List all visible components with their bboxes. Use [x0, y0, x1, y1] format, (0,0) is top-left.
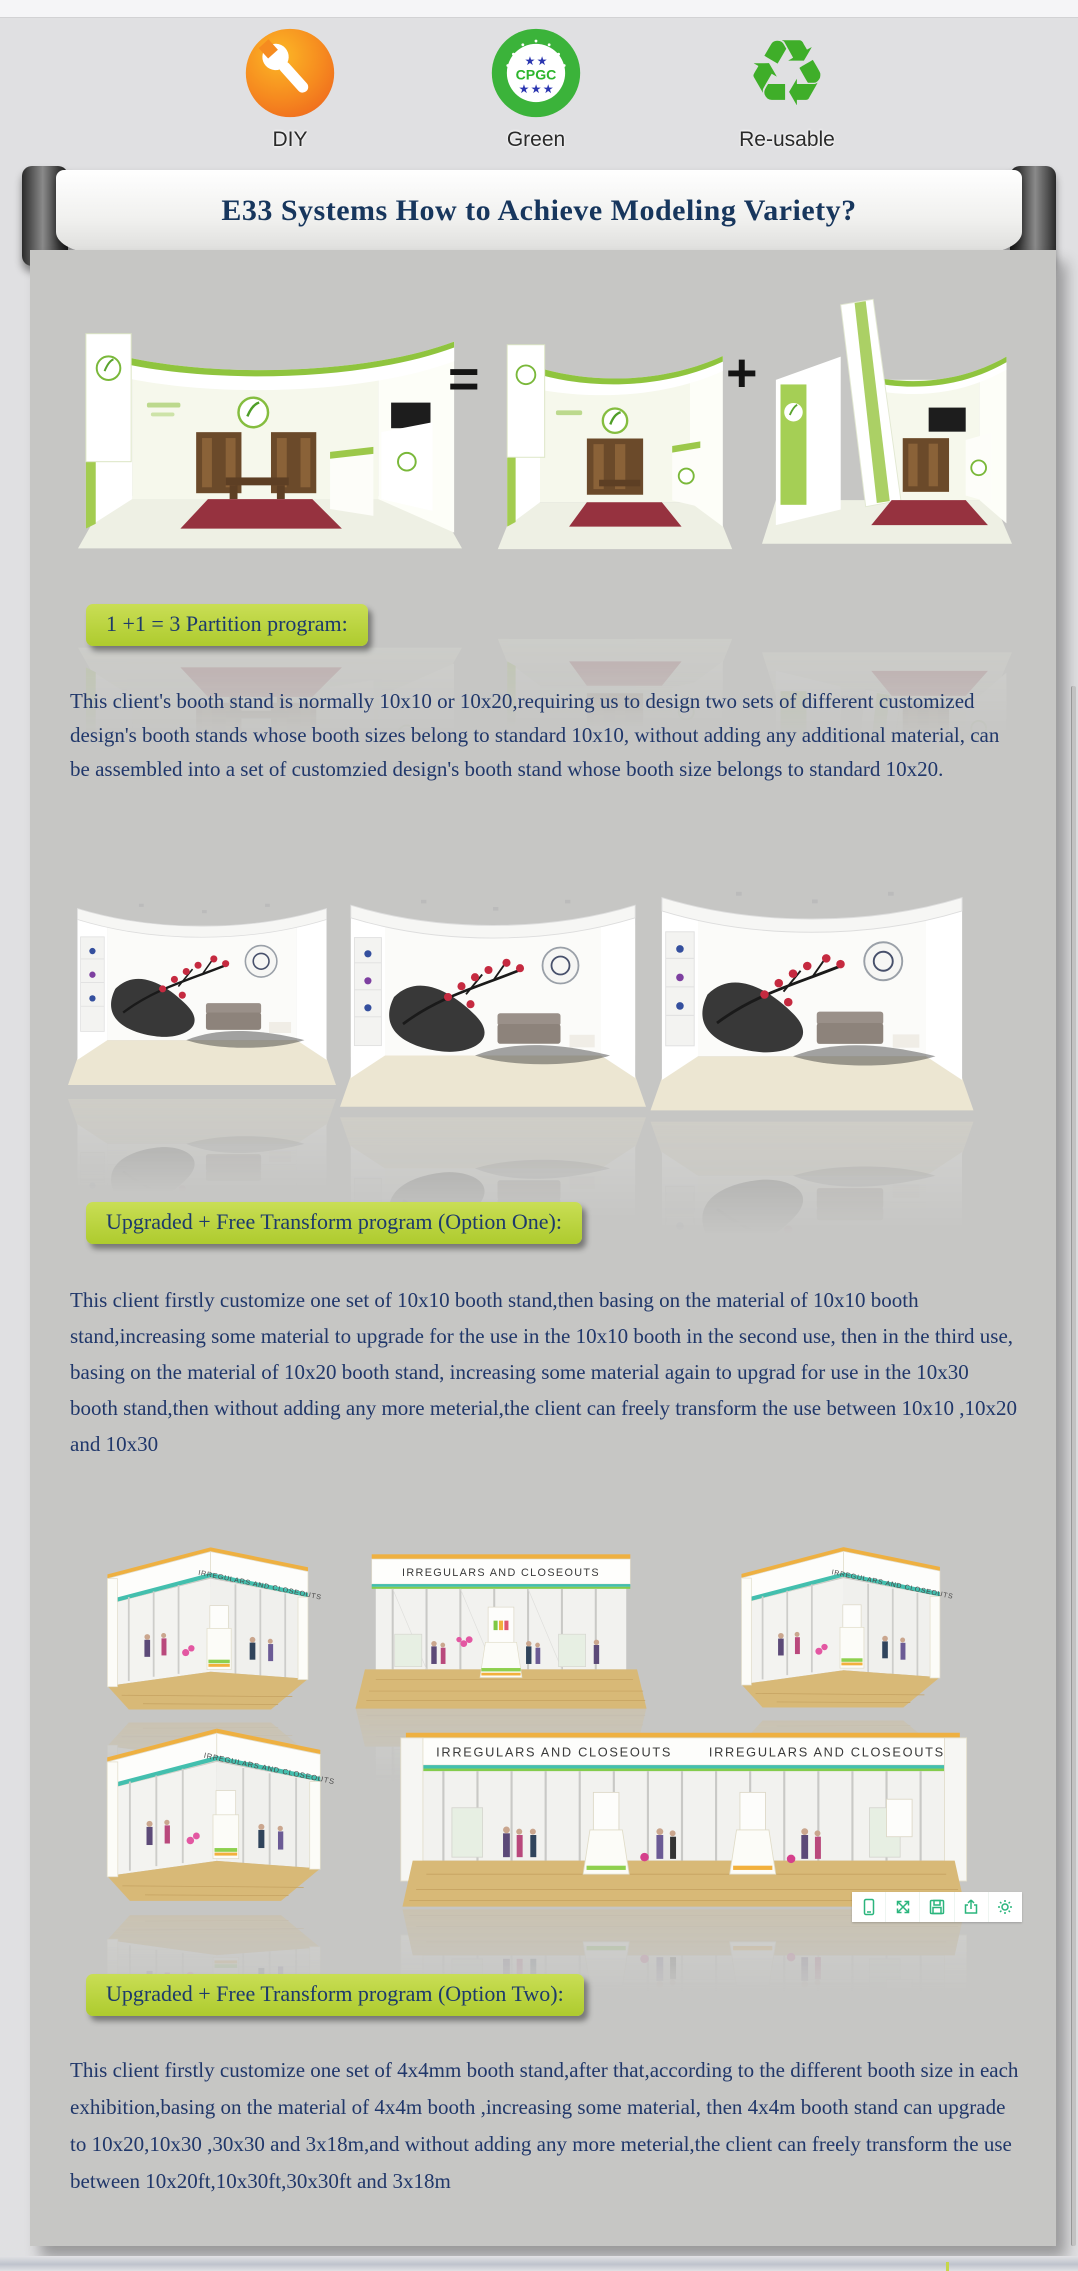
badge-reusable — [727, 20, 847, 152]
booth-image-ink-1 — [68, 868, 336, 1094]
mobile-icon[interactable] — [852, 1892, 886, 1922]
badge-green-label: Green — [506, 128, 566, 151]
badge-reusable-label: Re-usable — [739, 128, 835, 151]
page-title: E33 Systems How to Achieve Modeling Variety? — [221, 194, 857, 227]
badge-diy — [230, 26, 350, 152]
booth-image-ink-3 — [610, 852, 1014, 1118]
booth-image-green-10x10-b — [762, 280, 1012, 600]
bottom-band — [0, 2256, 1078, 2271]
section-paragraph-option-two: This client firstly customize one set of 4x4mm booth stand,after that,according to the different booth size in each exhibition,basing on the material of 4x4m booth ,increasing some material, then 4x4m booth stand can upgrade to 10x20,10x30 ,30x30 and 3x18m,and without adding any more meterial,the client can freely transform the use between 10x20ft,10x30ft,30x30ft and 3x18m — [70, 2058, 1019, 2193]
booth-image-irregulars-corner-3 — [88, 1706, 338, 1910]
image-toolbar — [852, 1892, 1022, 1922]
booth-image-green-10x20 — [78, 284, 462, 600]
section-paragraph-option-one: This client firstly customize one set of 10x10 booth stand,then basing on the material of 10x10 booth stand,increasing some material to upgrade for the use in the 10x10 booth in the second use, then in the third use, basing on the material of 10x20 booth stand, increasing some material again to upgrad for use in the 10x30 booth stand,then without adding any more meterial,the client can freely transform the use between 10x10 ,10x20 and 10x30 — [70, 1288, 1018, 1456]
top-bar — [0, 0, 1078, 18]
booth-image-irregulars-corner-1 — [78, 1526, 336, 1718]
fullscreen-icon[interactable] — [886, 1892, 920, 1922]
save-icon[interactable] — [920, 1892, 954, 1922]
seal-text: CPGC — [515, 66, 557, 83]
cpgc-seal-icon — [489, 26, 583, 120]
banner-paper — [56, 170, 1022, 254]
settings-icon[interactable] — [989, 1892, 1022, 1922]
booth-image-irregulars-corner-2 — [672, 1526, 1008, 1716]
section-heading-option-two: Upgraded + Free Transform program (Option Two): — [86, 1974, 584, 2016]
section-paragraph-partition: This client's booth stand is normally 10x10 or 10x20,requiring us to design two sets of different customized design's booth stands whose booth sizes belong to standard 10x10, without adding any additional material, can be assembled into a set of customzied design's booth stand whose booth size belongs to standard 10x20. — [70, 689, 1000, 781]
recycle-icon: ♻ — [745, 20, 829, 127]
badge-green — [476, 26, 596, 152]
section-heading-option-one: Upgraded + Free Transform program (Option One): — [86, 1202, 582, 1244]
equals-operator: = — [448, 349, 480, 409]
share-icon[interactable] — [955, 1892, 989, 1922]
booth-image-irregulars-straight — [348, 1534, 654, 1710]
scrollbar[interactable] — [1071, 686, 1076, 2246]
booth-image-irregulars-long — [350, 1714, 1014, 1910]
booth-image-green-10x10-a — [495, 296, 735, 596]
badge-diy-label: DIY — [272, 128, 308, 151]
bottom-tick-mark — [946, 2262, 949, 2271]
section-heading-partition: 1 +1 = 3 Partition program: — [86, 604, 368, 646]
seal-stars-bottom: ★ ★ ★ — [519, 84, 553, 96]
plus-operator: + — [726, 343, 758, 403]
booth-image-ink-2 — [338, 862, 648, 1114]
wrench-icon — [243, 26, 337, 120]
seal-stars-top: ★ ★ — [525, 56, 547, 68]
